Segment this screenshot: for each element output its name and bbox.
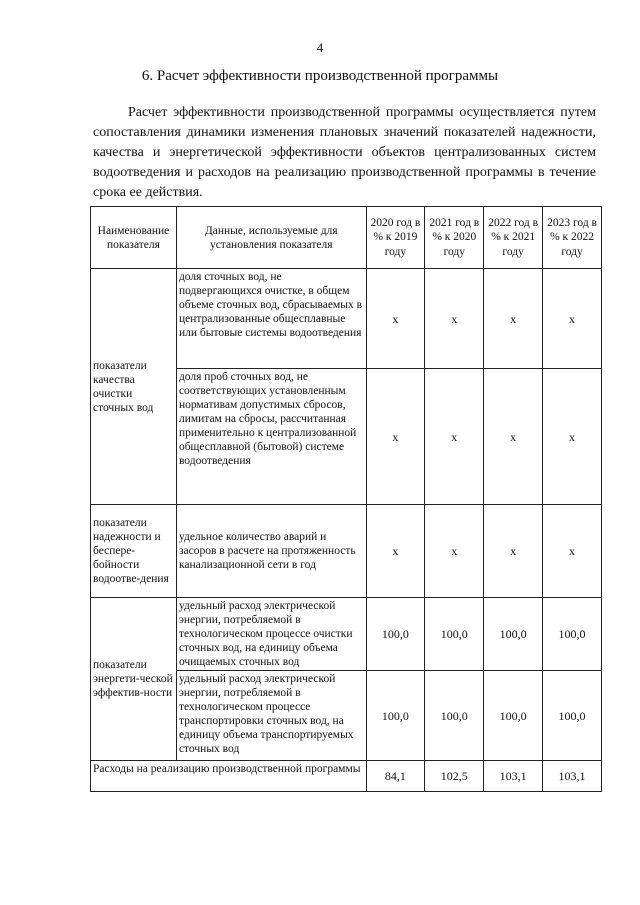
row-desc: удельное количество аварий и засоров в расчете на протяженность канализационной сети в год xyxy=(176,505,366,598)
header-year-2021: 2021 год в % к 2020 году xyxy=(425,207,484,269)
group-quality: показатели качества очистки сточных вод xyxy=(91,269,177,505)
row-value: х xyxy=(484,505,543,598)
row-value: х xyxy=(543,505,602,598)
header-year-2020: 2020 год в % к 2019 году xyxy=(366,207,425,269)
row-value: х xyxy=(425,269,484,369)
group-energy: показатели энергети-ческой эффектив-ности xyxy=(91,598,177,761)
group-reliability: показатели надежности и беспере-бойности водоотве-дения xyxy=(91,505,177,598)
row-value: х xyxy=(484,269,543,369)
row-value: 100,0 xyxy=(425,671,484,761)
row-value: 100,0 xyxy=(484,671,543,761)
row-value: 100,0 xyxy=(366,598,425,671)
row-value: х xyxy=(366,269,425,369)
section-heading: 6. Расчет эффективности производственной программы xyxy=(141,68,499,84)
row-value: х xyxy=(366,505,425,598)
row-value: х xyxy=(484,369,543,505)
costs-value: 103,1 xyxy=(484,761,543,792)
row-value: 100,0 xyxy=(366,671,425,761)
costs-value: 103,1 xyxy=(543,761,602,792)
row-desc: удельный расход электрической энергии, потребляемой в технологическом процессе очистки сточных вод, на единицу объема очищаемых сточных вод xyxy=(176,598,366,671)
costs-value: 84,1 xyxy=(366,761,425,792)
row-value: х xyxy=(543,369,602,505)
row-value: х xyxy=(425,369,484,505)
efficiency-table xyxy=(90,206,602,792)
row-value: 100,0 xyxy=(543,671,602,761)
row-value: 100,0 xyxy=(484,598,543,671)
header-year-2023: 2023 год в % к 2022 году xyxy=(543,207,602,269)
row-desc: удельный расход электрической энергии, потребляемой в технологическом процессе транспортировки сточных вод, на единицу объема транспортируемых сточных вод xyxy=(176,671,366,761)
costs-value: 102,5 xyxy=(425,761,484,792)
header-data: Данные, используемые для установления показателя xyxy=(176,207,366,269)
row-value: 100,0 xyxy=(425,598,484,671)
row-value: х xyxy=(543,269,602,369)
header-year-2022: 2022 год в % к 2021 году xyxy=(484,207,543,269)
row-desc: доля сточных вод, не подвергающихся очистке, в общем объеме сточных вод, сбрасываемых в централизованные общесплавные или бытовые системы водоотведения xyxy=(176,269,366,369)
row-value: х xyxy=(425,505,484,598)
intro-paragraph: Расчет эффективности производственной программы осуществляется путем сопоставления динамики изменения плановых значений показателей надежности, качества и энергетической эффективности объектов централизованных систем водоотведения и расходов на реализацию производственной программы в течение срока ее действия. xyxy=(93,105,596,200)
row-desc: доля проб сточных вод, не соответствующих установленным нормативам допустимых сбросов, лимитам на сбросы, рассчитанная применительно к централизованной общесплавной (бытовой) системе водоотведения xyxy=(176,369,366,505)
page-number: 4 xyxy=(316,40,324,55)
row-value: 100,0 xyxy=(543,598,602,671)
row-value: х xyxy=(366,369,425,505)
costs-label: Расходы на реализацию производственной программы xyxy=(91,761,367,792)
header-name: Наименование показателя xyxy=(91,207,177,269)
